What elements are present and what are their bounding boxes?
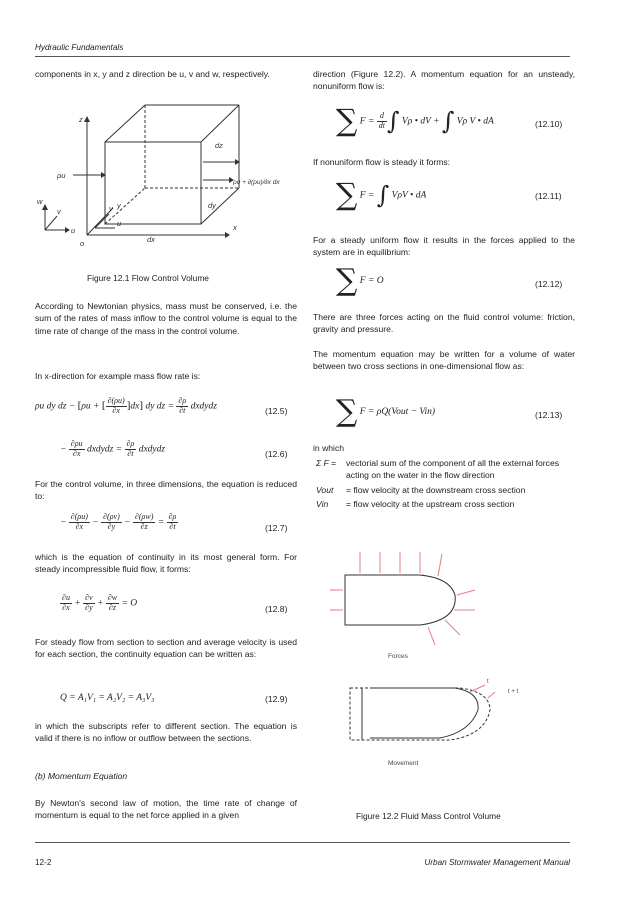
eq-body: F = O — [359, 276, 384, 287]
equation-number: (12.5) — [265, 406, 288, 416]
equation-12-9: Q = A₁V₁ = A₂V₂ = A₃V₃ — [60, 693, 155, 703]
equation-number: (12.7) — [265, 523, 288, 533]
definition-text: = flow velocity at the upstream cross section — [346, 499, 515, 510]
definition-text: = flow velocity at the downstream cross section — [346, 484, 526, 495]
paragraph: There are three forces acting on the fluid control volume: friction, gravity and pressure. — [313, 312, 575, 335]
paragraph: If nonuniform flow is steady it forms: — [313, 157, 451, 167]
definition-item — [316, 484, 570, 496]
vt-label: v — [109, 204, 113, 213]
dy-label: dy — [208, 201, 216, 210]
right-col-intro — [313, 68, 575, 93]
paragraph: components in x, y and z direction be u, v and w, respectively. — [35, 69, 270, 79]
figure-12-1-caption: Figure 12.1 Flow Control Volume — [87, 273, 209, 283]
t-pointer — [470, 685, 485, 692]
control-volume-shape — [345, 575, 455, 625]
x-label: x — [233, 223, 237, 232]
paragraph: For the control volume, in three dimensions, the equation is reduced to: — [35, 479, 297, 502]
paragraph: In x-direction for example mass flow rate is: — [35, 371, 201, 381]
subsection-heading: (b) Momentum Equation — [35, 771, 128, 781]
paragraph: in which the subscripts refer to different section. The equation is valid if there is no inflow or outflow between the sections. — [35, 721, 297, 744]
running-header: Hydraulic Fundamentals — [35, 43, 124, 52]
equation-number: (12.9) — [265, 694, 288, 704]
equation-number: (12.11) — [535, 191, 562, 201]
manual-title: Urban Stormwater Management Manual — [424, 858, 570, 867]
force-arrows — [330, 552, 475, 645]
paragraph: For a steady uniform flow it results in the forces applied to the system are in equilibrium: — [313, 235, 575, 258]
fluid-mass-control-volume-figure — [330, 540, 550, 780]
left-col-intro — [35, 68, 297, 80]
equation-number: (12.6) — [265, 449, 288, 459]
definition-list — [316, 457, 570, 511]
forces-label: Forces — [388, 653, 408, 660]
cube-edge — [201, 188, 239, 224]
velocity-v — [95, 214, 109, 228]
left-col-mass — [35, 300, 297, 337]
inflow-label: ρu — [57, 171, 66, 180]
dz-label: dz — [215, 141, 223, 150]
right-col-volume — [313, 348, 575, 373]
paragraph: The momentum equation may be written for a volume of water between two cross sections in one-dimensional flow as: — [313, 349, 575, 372]
cube-edge — [105, 105, 145, 142]
definition-symbol: Vout — [316, 484, 334, 495]
figure-12-2-caption: Figure 12.2 Fluid Mass Control Volume — [356, 811, 501, 821]
page-number: 12-2 — [35, 858, 52, 867]
left-col-newton — [35, 797, 297, 822]
w-label: w — [37, 197, 43, 206]
left-col-3d — [35, 478, 297, 503]
paragraph: For steady flow from section to section and average velocity is used for each section, the continuity equation can be written as: — [35, 637, 297, 660]
right-col-forces — [313, 311, 575, 336]
paragraph: According to Newtonian physics, mass must be conserved, i.e. the sum of the rates of mass inflow to the control volume is equal to the time rate of change of the mass in the control volume. — [35, 301, 297, 336]
z-label: z — [79, 115, 83, 124]
moved-volume-shape — [350, 688, 490, 740]
equation-number: (12.12) — [535, 279, 563, 289]
cube-front-face — [105, 142, 201, 224]
equation-12-13: ∑ F = ρQ(Vout − Vin) — [336, 394, 436, 429]
equation-12-12: ∑ F = O — [336, 263, 384, 298]
cube-edge — [201, 105, 239, 142]
t-dt-label: t + t — [508, 689, 519, 695]
y-label: y — [117, 201, 121, 210]
t-label: t — [487, 679, 489, 685]
equation-number: (12.8) — [265, 604, 288, 614]
movement-label: Movement — [388, 760, 419, 767]
right-col-uniform — [313, 234, 575, 259]
in-which: in which — [313, 443, 345, 453]
left-col-subscripts — [35, 720, 297, 745]
small-v-axis — [45, 216, 57, 230]
definition-item — [316, 498, 570, 510]
definition-symbol: Σ F = — [316, 458, 337, 468]
definition-symbol: Vin — [316, 499, 329, 510]
ut-label: u — [117, 219, 122, 228]
u-label: u — [71, 226, 76, 235]
right-col-nonuniform — [313, 156, 450, 168]
initial-volume-shape — [370, 688, 478, 738]
left-col-xdir — [35, 370, 297, 382]
dx-label: dx — [147, 235, 155, 244]
equation-number: (12.10) — [535, 119, 563, 129]
origin-label: o — [80, 239, 85, 248]
equation-12-11: ∑ F = ∫ VρV • dA — [336, 177, 427, 213]
paragraph: direction (Figure 12.2). A momentum equation for an unsteady, nonuniform flow is: — [313, 69, 575, 92]
v-label: v — [57, 207, 61, 216]
paragraph: By Newton's second law of motion, the time rate of change of momentum is equal to the net force applied in a given — [35, 798, 297, 821]
left-col-general — [35, 551, 297, 576]
equation-number: (12.13) — [535, 410, 563, 420]
left-col-steady — [35, 636, 297, 661]
header-rule — [35, 56, 570, 57]
equation-12-6: − $\frac{\partial\rho u}{\partial x}$ dxdydz = $\frac{\partial\rho}{\partial t}$ dxdydz — [60, 439, 166, 458]
paragraph: which is the equation of continuity in its most general form. For steady incompressible fluid flow, it forms: — [35, 552, 297, 575]
outflow-label: ρu + ∂(ρu)/∂x dx — [233, 179, 280, 186]
equation-12-7: − $\frac{\partial(\rho u)}{\partial x}$ − $\frac{\partial(\rho v)}{\partial y}$ − $\frac{\partial(\rho w)}{\partial z}$ = $\frac{\partial\rho}{\partial t}$ — [60, 512, 177, 531]
tdt-pointer — [488, 692, 495, 698]
eq-body: F = ρQ(Vout − Vin) — [359, 407, 436, 418]
equation-12-8: $\frac{\partial u}{\partial x}$ + $\frac{\partial v}{\partial y}$ + $\frac{\partial w}{\partial z}$ = O — [62, 593, 138, 612]
definition-item — [316, 457, 570, 482]
equation-12-5: ρu dy dz − [ρu + [ $\frac{\partial(\rho u)}{\partial x}$ ]dx] dy dz = $\frac{\partial\rho}{\partial t}$ dxdydz — [35, 396, 217, 415]
flow-control-volume-figure — [35, 100, 297, 260]
footer-rule — [35, 842, 570, 843]
definition-text: vectorial sum of the component of all the external forces acting on the water in the flow direction — [346, 458, 560, 481]
equation-12-10: ∑ F = $\frac{d}{dt}$ ∫ Vρ • dV + ∫ Vρ V • dA — [336, 103, 494, 139]
